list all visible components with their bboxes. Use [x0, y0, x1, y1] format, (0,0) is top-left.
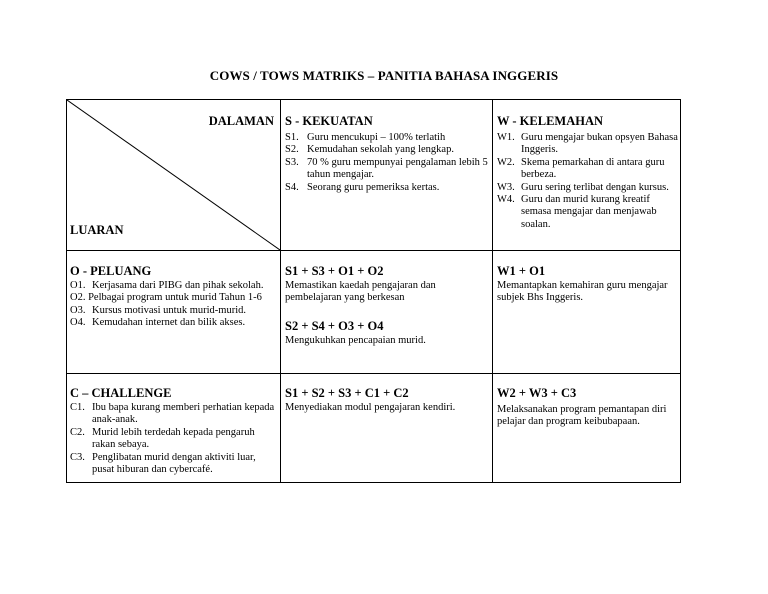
sc-strategy-heading: S1 + S2 + S3 + C1 + C2 — [285, 386, 409, 400]
so-strategy-heading-1: S1 + S3 + O1 + O2 — [285, 264, 384, 278]
sc-strategy-text: Menyediakan modul pengajaran kendiri. — [285, 402, 456, 413]
list-item: W1. Guru mengajar bukan opsyen Bahasa Inggeris. — [497, 132, 678, 156]
wc-strategy-heading: W2 + W3 + C3 — [497, 386, 577, 400]
list-item: W4. Guru dan murid kurang kreatif semasa mengajar dan menjawab soalan. — [497, 194, 657, 230]
list-item: W3. Guru sering terlibat dengan kursus. — [497, 181, 669, 193]
grid-line — [492, 100, 493, 482]
luaran-label: LUARAN — [70, 223, 124, 237]
list-item: S1. Guru mencukupi – 100% terlatih — [285, 132, 446, 143]
list-item: O4. Kemudahan internet dan bilik akses. — [70, 317, 246, 329]
list-item: C1. Ibu bapa kurang memberi perhatian kepada anak-anak. — [70, 402, 275, 426]
grid-line — [67, 250, 680, 251]
grid-line — [280, 100, 281, 482]
so-strategy-heading-2: S2 + S4 + O3 + O4 — [285, 318, 384, 333]
list-item: O3. Kursus motivasi untuk murid-murid. — [70, 304, 246, 316]
wc-strategy-cell — [497, 386, 679, 429]
strengths-cell — [285, 114, 490, 194]
corner-cell — [67, 100, 280, 250]
challenges-heading: C – CHALLENGE — [70, 386, 172, 400]
list-item: S2. Kemudahan sekolah yang lengkap. — [285, 144, 454, 156]
sc-strategy-cell — [285, 386, 490, 414]
list-item: S4. Seorang guru pemeriksa kertas. — [285, 181, 440, 193]
grid-line — [67, 373, 680, 374]
wo-strategy-cell — [497, 264, 679, 305]
wc-strategy-text: Melaksanakan program pemantapan diri pelajar dan program keibubapaan. — [497, 404, 667, 428]
list-item: O2. Pelbagai program untuk murid Tahun 1-6 — [70, 292, 262, 304]
wo-strategy-heading: W1 + O1 — [497, 264, 546, 278]
tows-matrix — [66, 99, 681, 483]
weaknesses-heading: W - KELEMAHAN — [497, 114, 604, 128]
list-item: C2. Murid lebih terdedah kepada pengaruh rakan sebaya. — [70, 426, 255, 451]
list-item: W2. Skema pemarkahan di antara guru berbeza. — [497, 156, 665, 181]
list-item: O1. Kerjasama dari PIBG dan pihak sekolah. — [70, 280, 264, 291]
page-title: COWS / TOWS MATRIKS – PANITIA BAHASA INGGERIS — [209, 68, 559, 83]
so-strategy-cell — [285, 264, 490, 347]
list-item: S3. 70 % guru mempunyai pengalaman lebih 5 tahun mengajar. — [285, 156, 488, 181]
so-strategy-text-1: Memastikan kaedah pengajaran dan pembelajaran yang berkesan — [285, 280, 436, 304]
dalaman-label: DALAMAN — [208, 114, 274, 128]
challenges-cell — [70, 386, 278, 476]
wo-strategy-text: Memantapkan kemahiran guru mengajar subjek Bhs Inggeris. — [497, 280, 668, 304]
weaknesses-cell — [497, 114, 679, 231]
opportunities-heading: O - PELUANG — [70, 264, 152, 278]
opportunities-cell — [70, 264, 278, 330]
list-item: C3. Penglibatan murid dengan aktiviti luar, pusat hiburan dan cybercafé. — [70, 451, 256, 476]
so-strategy-text-2: Mengukuhkan pencapaian murid. — [285, 334, 426, 346]
strengths-heading: S - KEKUATAN — [285, 114, 373, 128]
